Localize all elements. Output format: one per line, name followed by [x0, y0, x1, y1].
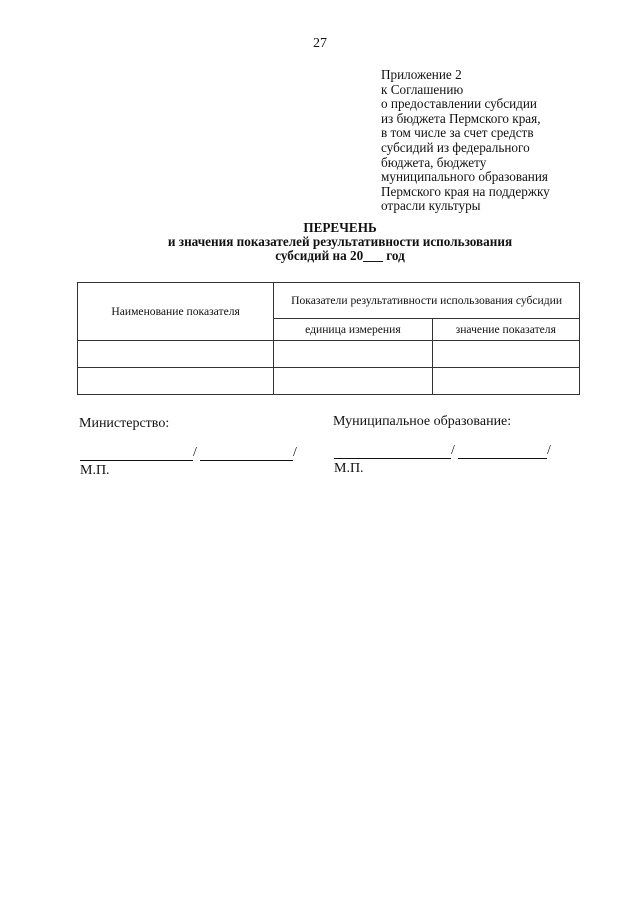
- appendix-line: субсидий из федерального: [381, 139, 530, 155]
- municipality-stamp-label: М.П.: [334, 461, 364, 476]
- appendix-line: Приложение 2: [381, 67, 462, 82]
- table-cell[interactable]: [78, 341, 274, 368]
- table-cell[interactable]: [274, 368, 432, 395]
- ministry-stamp-label: М.П.: [80, 463, 110, 478]
- appendix-line: Пермского края на поддержку: [381, 183, 550, 199]
- ministry-name-line[interactable]: [200, 460, 293, 461]
- appendix-line: бюджета, бюджету: [381, 154, 487, 170]
- indicators-table: [77, 282, 580, 395]
- table-header-row: [78, 283, 580, 319]
- title-line-3: субсидий на 20___ год: [275, 248, 405, 263]
- appendix-line: отрасли культуры: [381, 198, 481, 214]
- page-number: 27: [313, 36, 327, 51]
- table-cell[interactable]: [432, 368, 579, 395]
- title-line-1: ПЕРЕЧЕНЬ: [303, 220, 377, 235]
- appendix-line: о предоставлении субсидии: [381, 96, 537, 112]
- municipality-signature-line[interactable]: [334, 458, 451, 459]
- table-row: [78, 341, 580, 368]
- appendix-line: из бюджета Пермского края,: [381, 110, 541, 126]
- table-cell[interactable]: [78, 368, 274, 395]
- appendix-line: в том числе за счет средств: [381, 125, 534, 141]
- header-indicator-name: Наименование показателя: [78, 283, 274, 341]
- ministry-signature-line[interactable]: [80, 460, 193, 461]
- header-unit: единица измерения: [274, 319, 432, 341]
- title-line-2: и значения показателей результативности использования: [167, 234, 513, 249]
- appendix-header: [381, 68, 601, 214]
- municipality-slash-end: /: [547, 443, 551, 458]
- table-cell[interactable]: [432, 341, 579, 368]
- appendix-line: муниципального образования: [381, 169, 548, 185]
- ministry-slash: /: [193, 445, 197, 460]
- header-value: значение показателя: [432, 319, 579, 341]
- table-cell[interactable]: [274, 341, 432, 368]
- ministry-slash-end: /: [293, 445, 297, 460]
- municipality-slash: /: [451, 443, 455, 458]
- municipality-name-line[interactable]: [458, 458, 547, 459]
- appendix-line: к Соглашению: [381, 81, 464, 97]
- ministry-label: Министерство:: [79, 416, 170, 431]
- table-row: [78, 368, 580, 395]
- document-title: [0, 221, 640, 263]
- header-indicators-group: Показатели результативности использования субсидии: [274, 283, 580, 319]
- municipality-label: Муниципальное образование:: [333, 414, 512, 429]
